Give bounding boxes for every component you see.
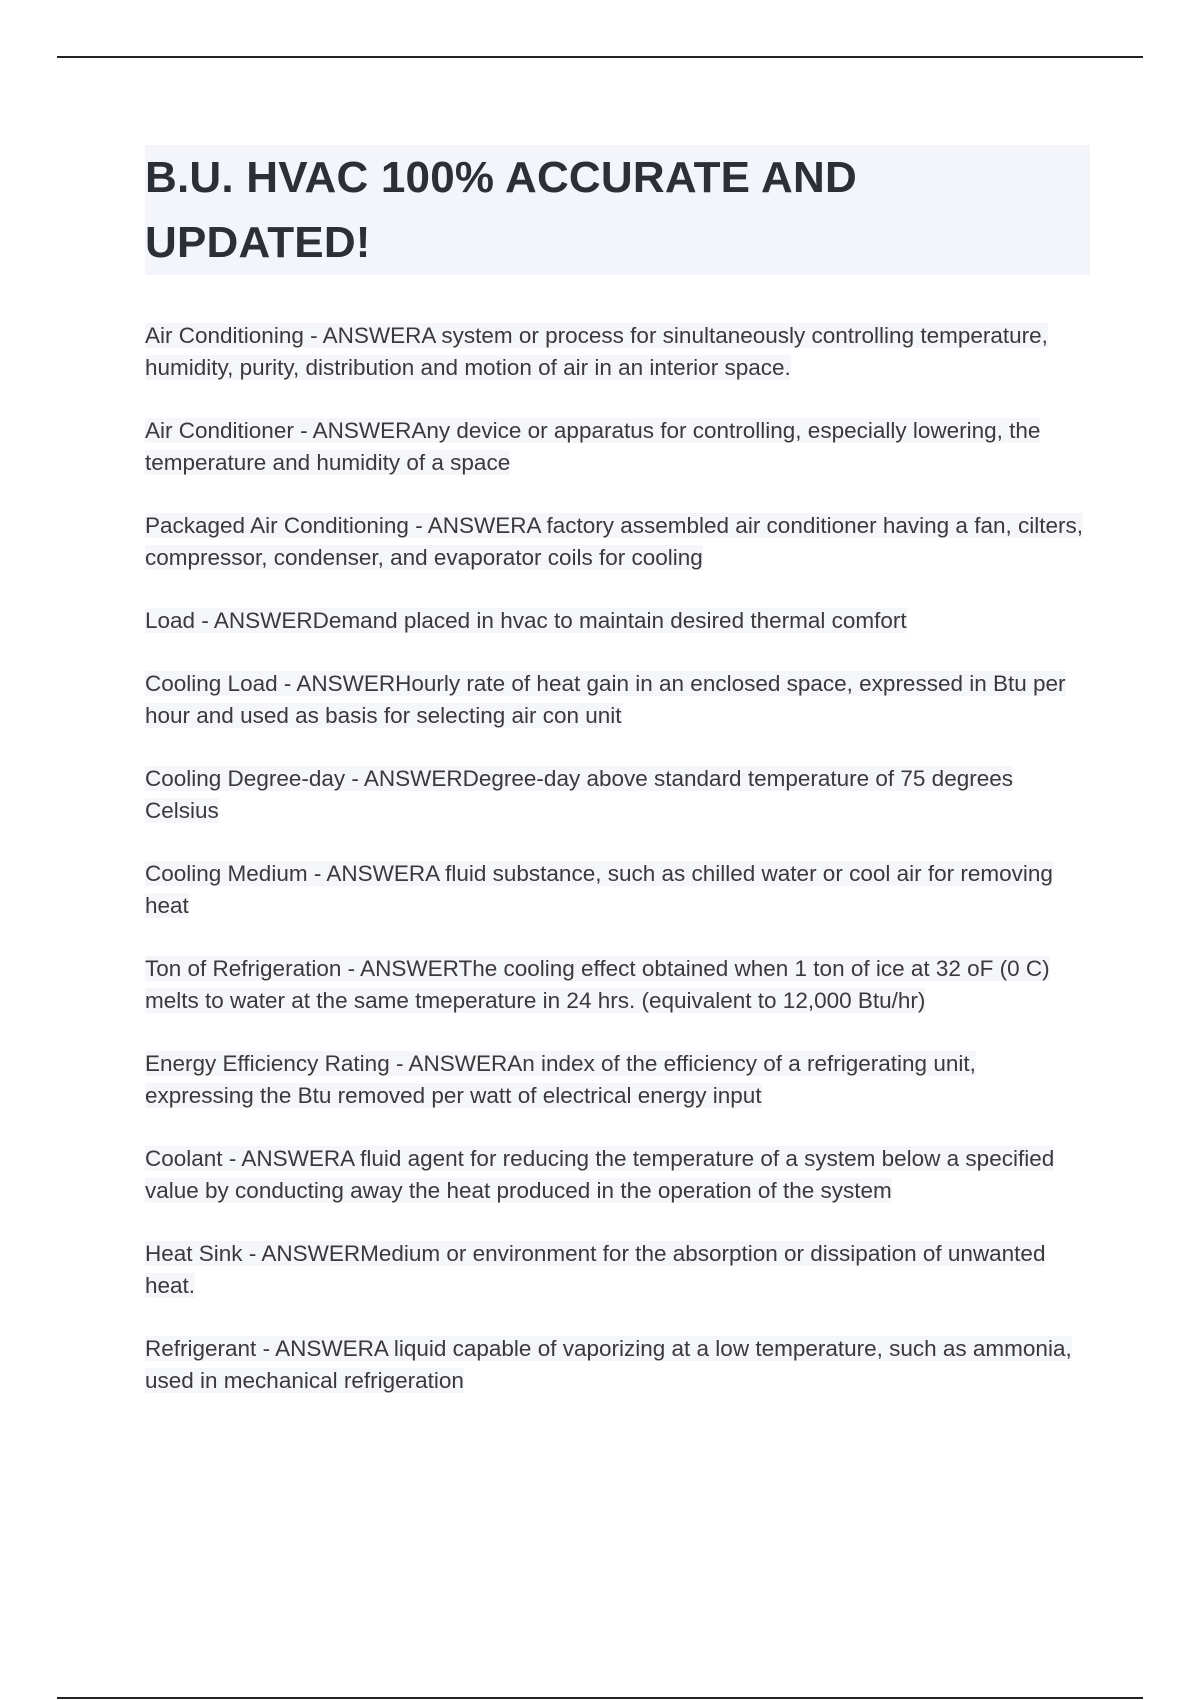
- list-item: [145, 668, 1090, 732]
- list-item: [145, 510, 1090, 574]
- entry-term: Cooling Load: [145, 671, 278, 696]
- entry-term: Ton of Refrigeration: [145, 956, 342, 981]
- entry-term: Refrigerant: [145, 1336, 257, 1361]
- bottom-rule: [57, 1697, 1143, 1699]
- entry-definition: A fluid agent for reducing the temperature of a system below a specified value by conducting away the heat produced in the operation of the system: [145, 1146, 1055, 1203]
- entry-definition: A liquid capable of vaporizing at a low temperature, such as ammonia, used in mechanical refrigeration: [145, 1336, 1072, 1393]
- list-item: [145, 763, 1090, 827]
- entry-separator: - ANSWER: [345, 766, 463, 791]
- entry-separator: - ANSWER: [195, 608, 313, 633]
- entry-definition: Degree-day above standard temperature of 75 degrees Celsius: [145, 766, 1013, 823]
- page-title: B.U. HVAC 100% ACCURATE AND UPDATED!: [145, 145, 1090, 275]
- entry-term: Packaged Air Conditioning: [145, 513, 409, 538]
- list-item: [145, 858, 1090, 922]
- entry-term: Coolant: [145, 1146, 223, 1171]
- entry-definition: A factory assembled air conditioner having a fan, cilters, compressor, condenser, and evaporator coils for cooling: [145, 513, 1083, 570]
- entry-definition: Demand placed in hvac to maintain desired thermal comfort: [312, 608, 907, 633]
- list-item: [145, 1238, 1090, 1302]
- entry-definition: An index of the efficiency of a refrigerating unit, expressing the Btu removed per watt of electrical energy input: [145, 1051, 976, 1108]
- entry-definition: The cooling effect obtained when 1 ton of ice at 32 oF (0 C) melts to water at the same tmeperature in 24 hrs. (equivalent to 12,000 Btu/hr): [145, 956, 1050, 1013]
- entry-term: Energy Efficiency Rating: [145, 1051, 390, 1076]
- list-item: [145, 1143, 1090, 1207]
- entry-separator: - ANSWER: [408, 513, 527, 538]
- entry-separator: - ANSWER: [293, 418, 412, 443]
- entry-definition: Medium or environment for the absorption or dissipation of unwanted heat.: [145, 1241, 1046, 1298]
- entry-definition: Any device or apparatus for controlling, especially lowering, the temperature and humidity of a space: [145, 418, 1041, 475]
- list-item: [145, 953, 1090, 1017]
- entry-list: [145, 320, 1090, 1397]
- list-item: [145, 320, 1090, 384]
- entry-separator: - ANSWER: [242, 1241, 361, 1266]
- entry-term: Air Conditioning: [145, 323, 304, 348]
- entry-separator: - ANSWER: [307, 861, 426, 886]
- entry-separator: - ANSWER: [277, 671, 396, 696]
- entry-separator: - ANSWER: [341, 956, 459, 981]
- entry-separator: - ANSWER: [222, 1146, 341, 1171]
- entry-definition: A fluid substance, such as chilled water or cool air for removing heat: [145, 861, 1053, 918]
- entry-term: Cooling Medium: [145, 861, 308, 886]
- entry-term: Air Conditioner: [145, 418, 294, 443]
- document-body: [145, 145, 1090, 1428]
- list-item: [145, 1333, 1090, 1397]
- entry-definition: A system or process for sinultaneously controlling temperature, humidity, purity, distribution and motion of air in an interior space.: [145, 323, 1048, 380]
- entry-term: Cooling Degree-day: [145, 766, 346, 791]
- list-item: [145, 415, 1090, 479]
- entry-definition: Hourly rate of heat gain in an enclosed space, expressed in Btu per hour and used as basis for selecting air con unit: [145, 671, 1066, 728]
- list-item: [145, 1048, 1090, 1112]
- entry-term: Load: [145, 608, 196, 633]
- entry-separator: - ANSWER: [256, 1336, 374, 1361]
- list-item: [145, 605, 1090, 637]
- entry-separator: - ANSWER: [303, 323, 422, 348]
- entry-term: Heat Sink: [145, 1241, 243, 1266]
- entry-separator: - ANSWER: [389, 1051, 508, 1076]
- top-rule: [57, 56, 1143, 58]
